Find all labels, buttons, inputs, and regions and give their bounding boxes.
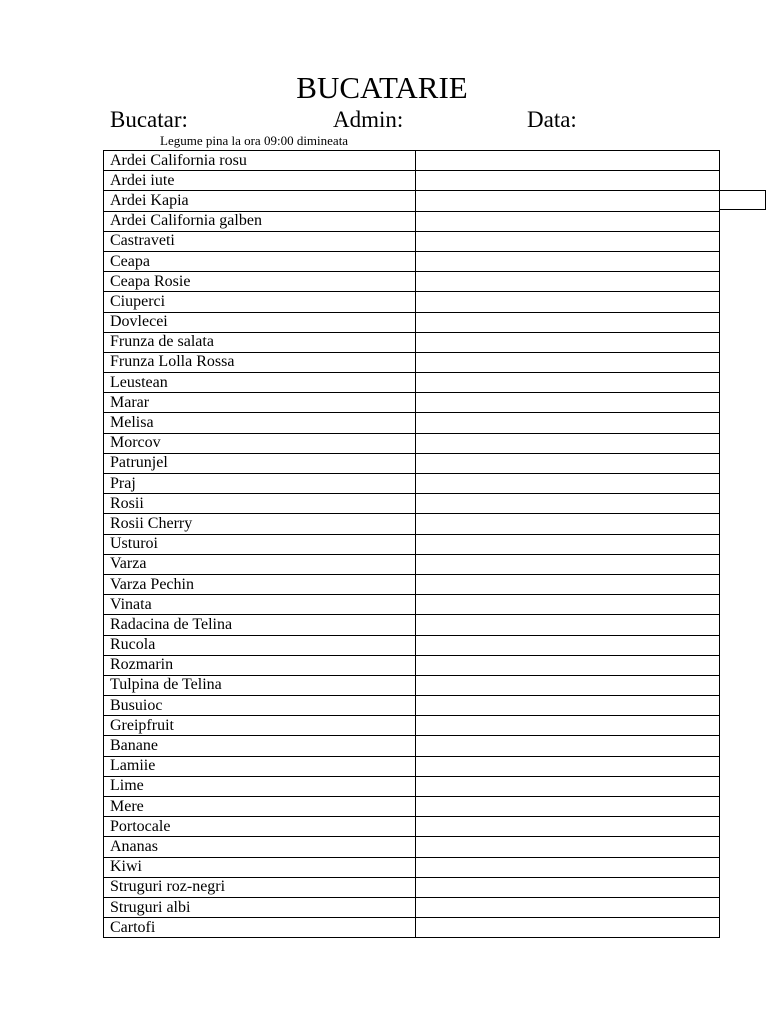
item-quantity-cell[interactable] [415, 373, 719, 393]
item-name-cell: Lamiie [104, 756, 416, 776]
table-row [104, 595, 720, 615]
item-quantity-cell[interactable] [415, 635, 719, 655]
item-name-cell: Struguri roz-negri [104, 877, 416, 897]
item-name-cell: Mere [104, 797, 416, 817]
table-row [104, 675, 720, 695]
item-name-cell: Cartofi [104, 918, 416, 938]
table-row [104, 231, 720, 251]
item-name-cell: Varza Pechin [104, 574, 416, 594]
item-quantity-cell[interactable] [415, 716, 719, 736]
item-quantity-cell[interactable] [415, 251, 719, 271]
item-name-cell: Praj [104, 474, 416, 494]
item-name-cell: Ananas [104, 837, 416, 857]
item-quantity-cell[interactable] [415, 474, 719, 494]
item-name-cell: Ardei California galben [104, 211, 416, 231]
item-quantity-cell[interactable] [415, 554, 719, 574]
item-name-cell: Struguri albi [104, 897, 416, 917]
item-name-cell: Kiwi [104, 857, 416, 877]
item-quantity-cell[interactable] [415, 312, 719, 332]
item-quantity-cell[interactable] [415, 797, 719, 817]
table-row [104, 554, 720, 574]
table-row [104, 413, 720, 433]
item-name-cell: Busuioc [104, 696, 416, 716]
item-quantity-cell[interactable] [415, 877, 719, 897]
item-name-cell: Ardei Kapia [104, 191, 416, 211]
table-row [104, 191, 720, 211]
item-name-cell: Castraveti [104, 231, 416, 251]
table-row [104, 453, 720, 473]
item-quantity-cell[interactable] [415, 453, 719, 473]
item-name-cell: Radacina de Telina [104, 615, 416, 635]
item-name-cell: Frunza de salata [104, 332, 416, 352]
table-row [104, 776, 720, 796]
item-quantity-cell[interactable] [415, 574, 719, 594]
table-row [104, 211, 720, 231]
table-row [104, 474, 720, 494]
item-quantity-cell[interactable] [415, 615, 719, 635]
table-subtitle: Legume pina la ora 09:00 dimineata [160, 133, 349, 148]
table-row [104, 352, 720, 372]
item-quantity-cell[interactable] [415, 494, 719, 514]
table-row [104, 696, 720, 716]
item-name-cell: Usturoi [104, 534, 416, 554]
table-row [104, 635, 720, 655]
item-quantity-cell[interactable] [415, 595, 719, 615]
item-name-cell: Rosii [104, 494, 416, 514]
item-quantity-cell[interactable] [415, 231, 719, 251]
table-row [104, 272, 720, 292]
item-name-cell: Dovlecei [104, 312, 416, 332]
item-name-cell: Melisa [104, 413, 416, 433]
item-quantity-cell[interactable] [415, 897, 719, 917]
table-row [104, 574, 720, 594]
bucatar-label: Bucatar: [110, 107, 188, 132]
item-name-cell: Frunza Lolla Rossa [104, 352, 416, 372]
table-row [104, 151, 720, 171]
item-quantity-cell[interactable] [415, 151, 719, 171]
item-quantity-cell[interactable] [415, 736, 719, 756]
item-name-cell: Ardei iute [104, 171, 416, 191]
item-quantity-cell[interactable] [415, 191, 719, 211]
table-row [104, 897, 720, 917]
table-row [104, 494, 720, 514]
item-name-cell: Greipfruit [104, 716, 416, 736]
item-name-cell: Lime [104, 776, 416, 796]
admin-label: Admin: [333, 107, 404, 132]
item-name-cell: Ciuperci [104, 292, 416, 312]
item-name-cell: Marar [104, 393, 416, 413]
item-quantity-cell[interactable] [415, 211, 719, 231]
item-name-cell: Patrunjel [104, 453, 416, 473]
item-name-cell: Ceapa [104, 251, 416, 271]
item-name-cell: Leustean [104, 373, 416, 393]
item-name-cell: Ceapa Rosie [104, 272, 416, 292]
item-quantity-cell[interactable] [415, 534, 719, 554]
item-quantity-cell[interactable] [415, 171, 719, 191]
page-title: BUCATARIE [296, 70, 468, 105]
table-row [104, 918, 720, 938]
table-row [104, 251, 720, 271]
table-row [104, 534, 720, 554]
table-row [104, 877, 720, 897]
table-row [104, 514, 720, 534]
item-quantity-cell[interactable] [415, 413, 719, 433]
item-quantity-cell[interactable] [415, 433, 719, 453]
table-row [104, 312, 720, 332]
item-quantity-cell[interactable] [415, 514, 719, 534]
item-quantity-cell[interactable] [415, 837, 719, 857]
extra-cell[interactable] [719, 190, 766, 210]
table-row [104, 373, 720, 393]
item-quantity-cell[interactable] [415, 393, 719, 413]
item-name-cell: Morcov [104, 433, 416, 453]
item-name-cell: Rozmarin [104, 655, 416, 675]
item-name-cell: Vinata [104, 595, 416, 615]
item-name-cell: Tulpina de Telina [104, 675, 416, 695]
item-name-cell: Rosii Cherry [104, 514, 416, 534]
item-name-cell: Banane [104, 736, 416, 756]
table-row [104, 655, 720, 675]
item-quantity-cell[interactable] [415, 272, 719, 292]
item-quantity-cell[interactable] [415, 817, 719, 837]
data-label: Data: [527, 107, 577, 132]
item-quantity-cell[interactable] [415, 292, 719, 312]
item-quantity-cell[interactable] [415, 857, 719, 877]
vegetables-table [103, 150, 720, 938]
item-name-cell: Varza [104, 554, 416, 574]
table-row [104, 332, 720, 352]
item-quantity-cell[interactable] [415, 332, 719, 352]
item-quantity-cell[interactable] [415, 756, 719, 776]
table-row [104, 292, 720, 312]
table-row [104, 817, 720, 837]
item-name-cell: Ardei California rosu [104, 151, 416, 171]
table-row [104, 837, 720, 857]
item-name-cell: Rucola [104, 635, 416, 655]
vegetables-table-body [104, 151, 720, 938]
table-row [104, 756, 720, 776]
table-row [104, 393, 720, 413]
item-quantity-cell[interactable] [415, 776, 719, 796]
item-quantity-cell[interactable] [415, 655, 719, 675]
table-row [104, 797, 720, 817]
table-row [104, 433, 720, 453]
table-row [104, 615, 720, 635]
table-row [104, 736, 720, 756]
item-name-cell: Portocale [104, 817, 416, 837]
item-quantity-cell[interactable] [415, 918, 719, 938]
item-quantity-cell[interactable] [415, 696, 719, 716]
item-quantity-cell[interactable] [415, 675, 719, 695]
table-row [104, 857, 720, 877]
item-quantity-cell[interactable] [415, 352, 719, 372]
table-row [104, 171, 720, 191]
table-row [104, 716, 720, 736]
